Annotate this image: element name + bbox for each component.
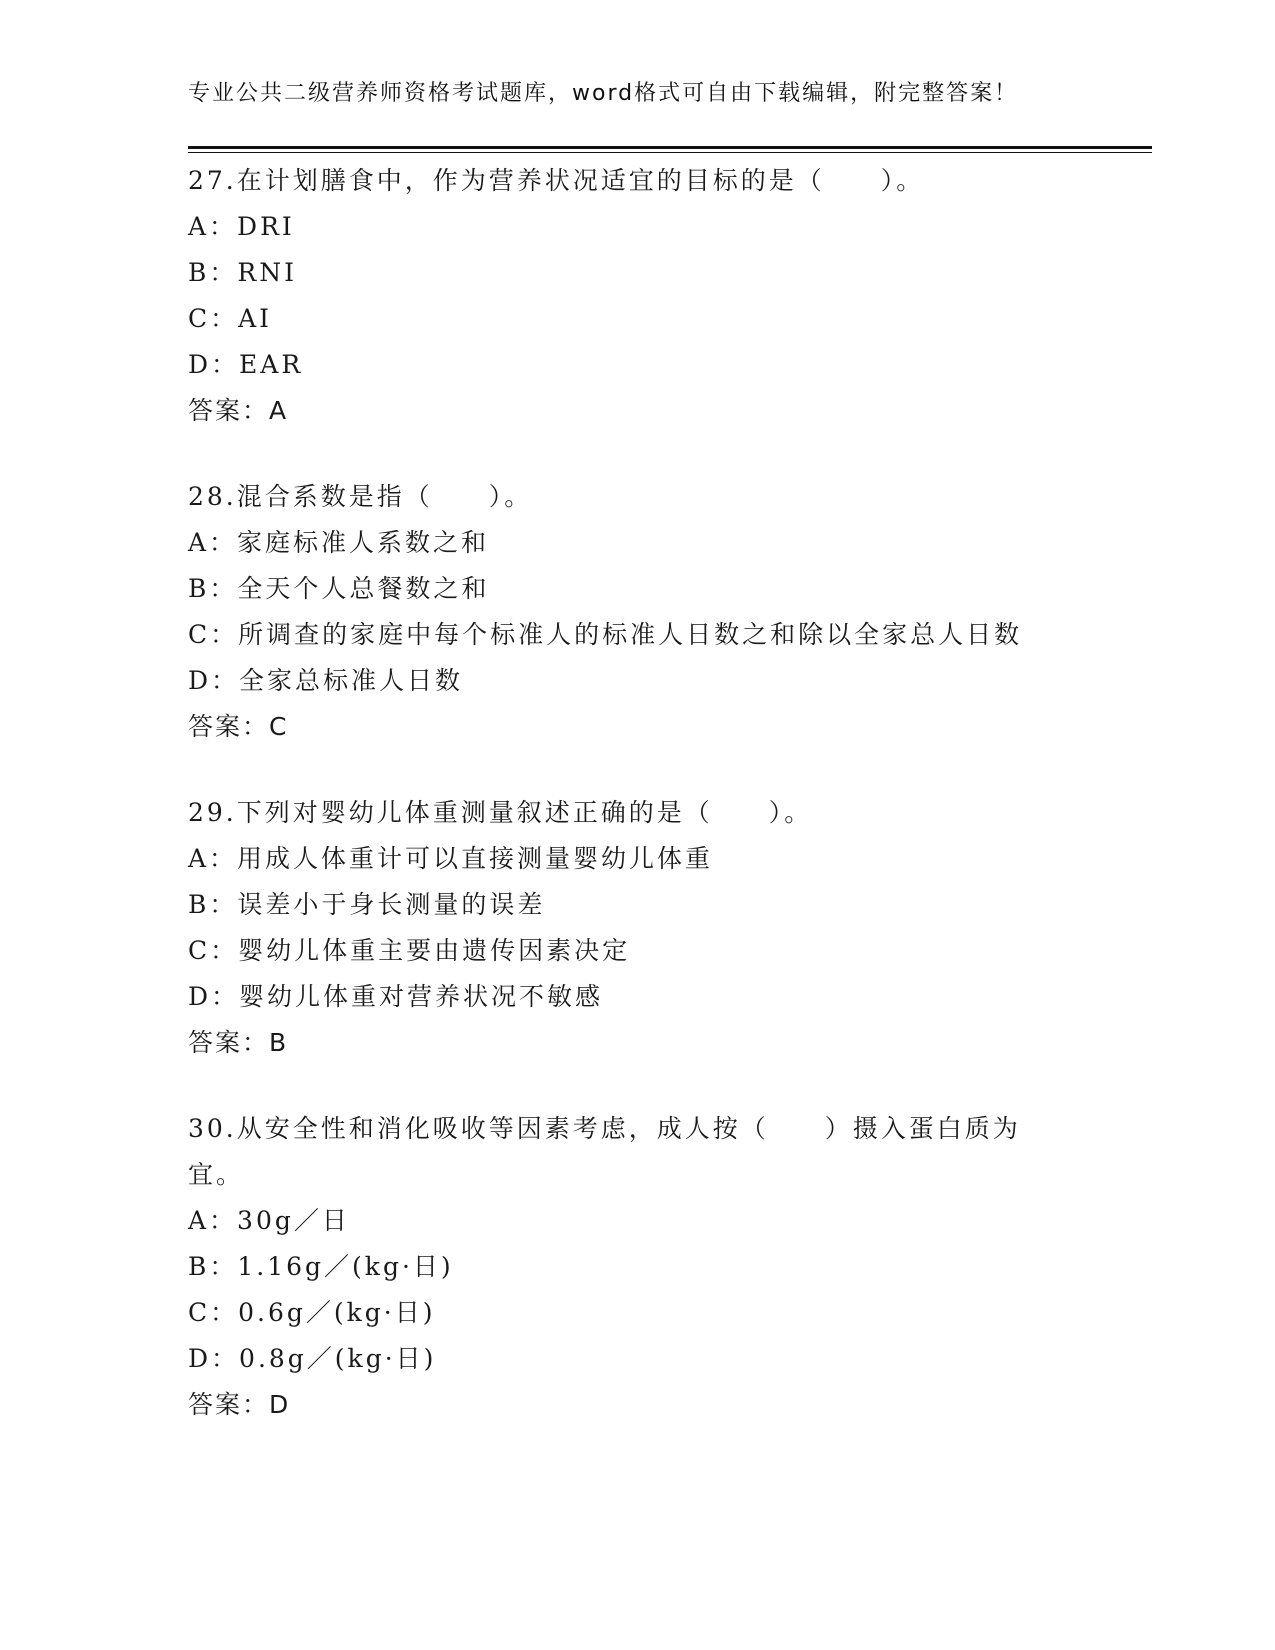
question-28 (188, 474, 1148, 750)
option-c: C：所调查的家庭中每个标准人的标准人日数之和除以全家总人日数 (188, 620, 1023, 649)
header-divider-thick (188, 146, 1152, 149)
question-stem: 27.在计划膳食中，作为营养状况适宜的目标的是（ ）。 (188, 166, 925, 195)
option-b: B：全天个人总餐数之和 (188, 574, 490, 603)
option-c: C：0.6g／(kg·日) (188, 1298, 436, 1327)
option-b: B：1.16g／(kg·日) (188, 1252, 454, 1281)
question-27 (188, 158, 1148, 434)
option-c: C：婴幼儿体重主要由遗传因素决定 (188, 936, 631, 965)
answer-line: 答案：C (188, 712, 289, 741)
option-d: D：婴幼儿体重对营养状况不敏感 (188, 982, 604, 1011)
question-29 (188, 790, 1148, 1066)
option-a: A：30g／日 (188, 1206, 350, 1235)
option-b: B：误差小于身长测量的误差 (188, 890, 546, 919)
option-a: A：家庭标准人系数之和 (188, 528, 490, 557)
option-d: D：EAR (188, 350, 304, 379)
option-a: A：DRI (188, 212, 295, 241)
question-30 (188, 1106, 1148, 1428)
answer-line: 答案：B (188, 1028, 289, 1057)
answer-line: 答案：A (188, 396, 289, 425)
page-header: 专业公共二级营养师资格考试题库，word格式可自由下载编辑，附完整答案！ (188, 81, 1019, 106)
question-stem: 29.下列对婴幼儿体重测量叙述正确的是（ ）。 (188, 798, 813, 827)
option-d: D：0.8g／(kg·日) (188, 1344, 437, 1373)
option-b: B：RNI (188, 258, 297, 287)
question-stem: 28.混合系数是指（ ）。 (188, 482, 533, 511)
header-divider-thin (188, 152, 1152, 153)
question-list (188, 158, 1148, 1468)
question-stem: 30.从安全性和消化吸收等因素考虑，成人按（ ）摄入蛋白质为宜。 (188, 1114, 1021, 1189)
option-c: C：AI (188, 304, 273, 333)
option-d: D：全家总标准人日数 (188, 666, 464, 695)
option-a: A：用成人体重计可以直接测量婴幼儿体重 (188, 844, 714, 873)
answer-line: 答案：D (188, 1390, 291, 1419)
